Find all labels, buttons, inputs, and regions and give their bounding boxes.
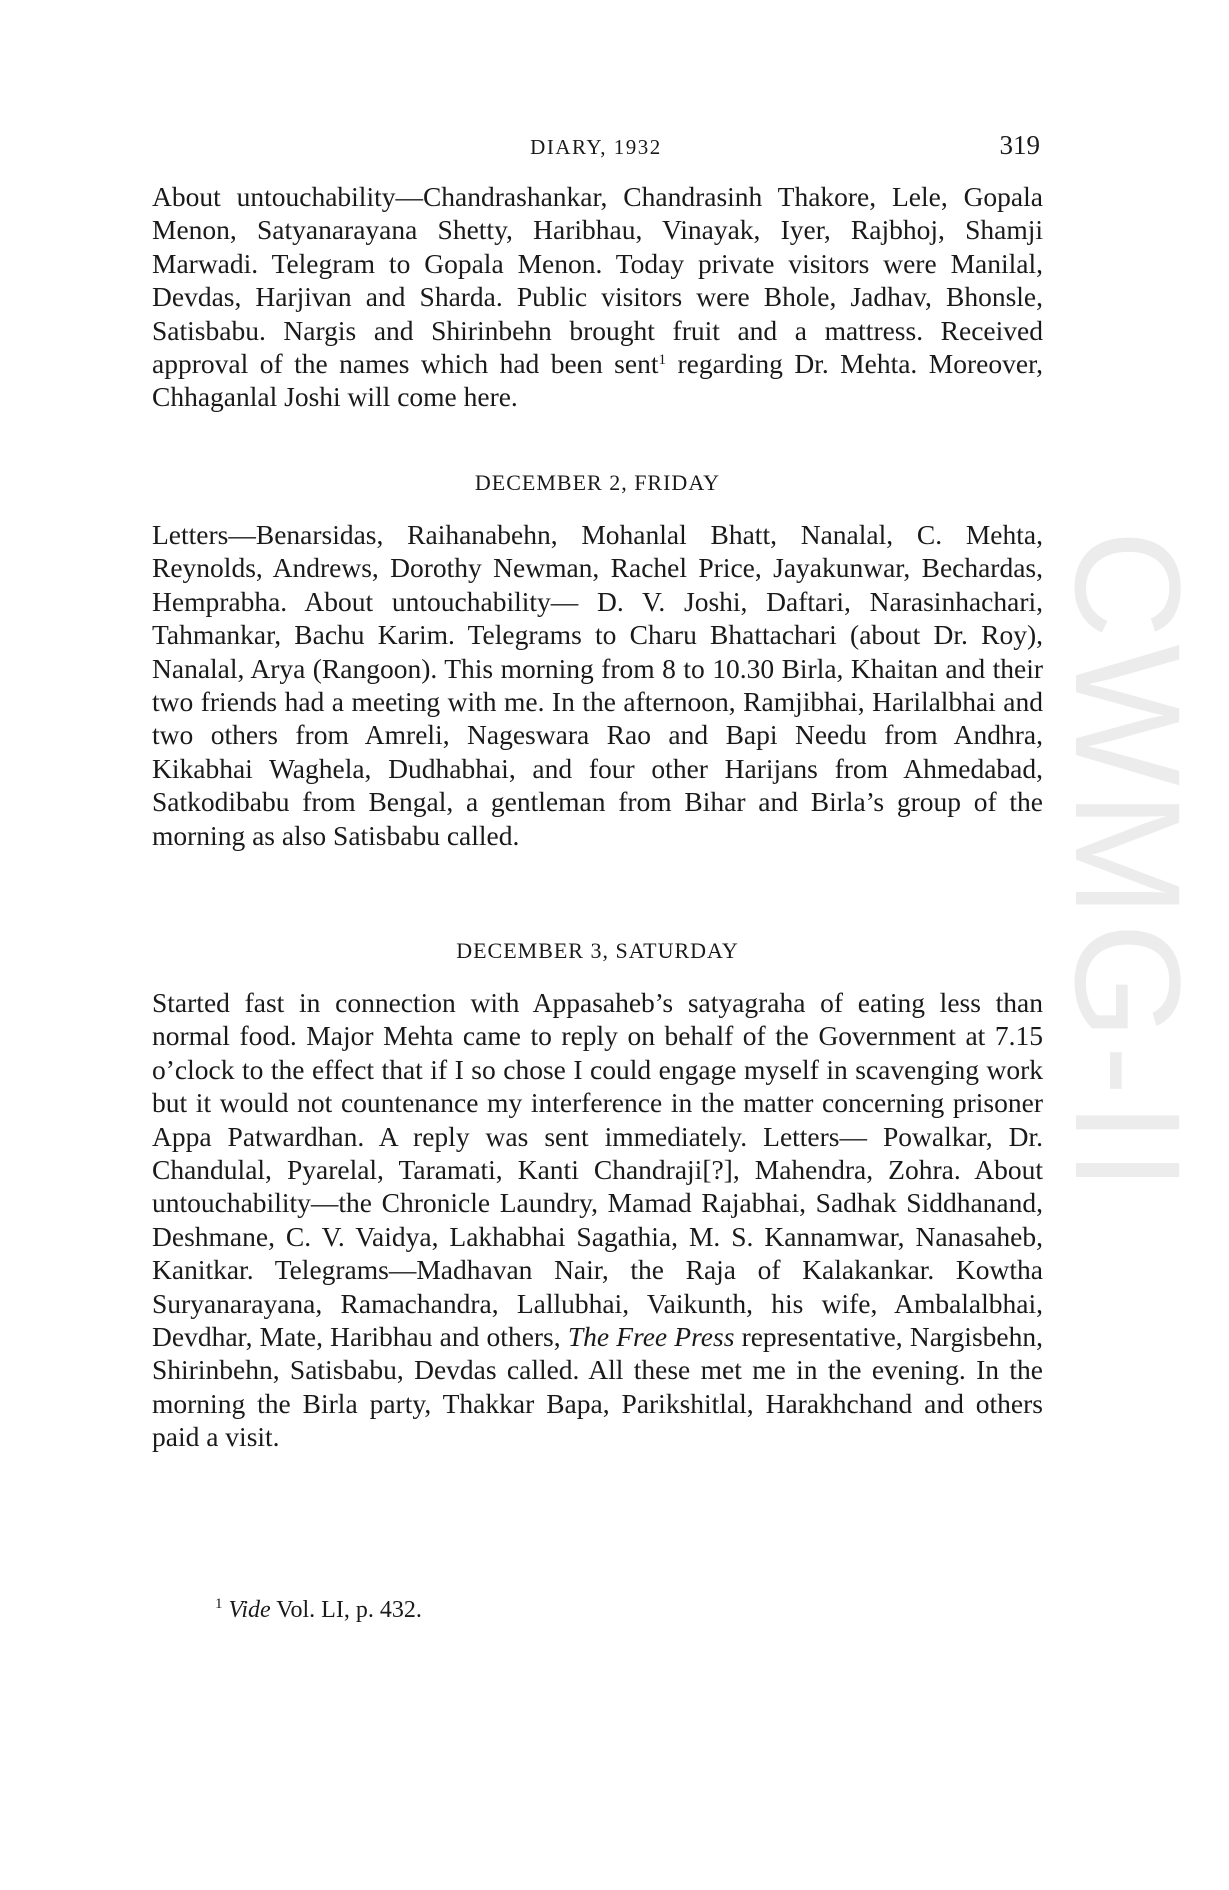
running-head bbox=[152, 130, 1040, 166]
watermark bbox=[1038, 530, 1218, 1360]
section-heading: DECEMBER 2, FRIDAY bbox=[474, 470, 721, 495]
section-heading: DECEMBER 3, SATURDAY bbox=[456, 938, 739, 963]
paragraph-text: representative, Nargisbehn, Shirinbehn, Satisbabu, Devdas called. All these met me in the evening. In the morning the Birla party, Thakkar Bapa, Parikshitlal, Harakhchand and others paid a visit. bbox=[152, 1321, 1043, 1453]
paragraph-text: About untouchability—Chandrashankar, Chandrasinh Thakore, Lele, Gopala Menon, Satyanarayana Shetty, Haribhau, Vinayak, Iyer, Rajbhoj, Shamji Marwadi. Telegram to Gopala Menon. Today private visitors were Manilal, Devdas, Harjivan and Sharda. Public visitors were Bhole, Jadhav, Bhonsle, Satisbabu. Nargis and Shirinbehn brought fruit and a mattress. Received approval of the names which had been sent bbox=[152, 181, 1043, 380]
paragraph bbox=[152, 986, 1043, 1454]
watermark-text: CWMG-II bbox=[1044, 530, 1212, 1197]
diary-entry-december-3 bbox=[152, 986, 1043, 1454]
section-heading-december-2 bbox=[152, 470, 1043, 496]
footnote-marker: 1 bbox=[215, 1596, 223, 1612]
footnote bbox=[215, 1595, 422, 1625]
running-title: DIARY, 1932 bbox=[530, 135, 662, 159]
paragraph: Letters—Benarsidas, Raihanabehn, Mohanlal Bhatt, Nanalal, C. Mehta, Reynolds, Andrews, Dorothy Newman, Rachel Price, Jayakunwar, Bechardas, Hemprabha. About untouchability— D. V. Joshi, Daftari, Narasinhachari, Tahmankar, Bachu Karim. Telegrams to Charu Bhattachari (about Dr. Roy), Nanalal, Arya (Rangoon). This morning from 8 to 10.30 Birla, Khaitan and their two friends had a meeting with me. In the afternoon, Ramjibhai, Harilalbhai and two others from Amreli, Nageswara Rao and Bapi Needu from Andhra, Kikabhai Waghela, Dudhabhai, and four other Harijans from Ahmedabad, Satkodibabu from Bengal, a gentleman from Bihar and Birla’s group of the morning as also Satisbabu called. bbox=[152, 519, 1043, 851]
diary-entry-december-2 bbox=[152, 518, 1043, 852]
paragraph-text: Started fast in connection with Appasaheb’s satyagraha of eating less than normal food. Major Mehta came to reply on behalf of the Government at 7.15 o’clock to the effect that if I so chose I could engage myself in scavenging work but it would not countenance my interference in the matter concerning prisoner Appa Patwardhan. A reply was sent immediately. Letters— Powalkar, Dr. Chandulal, Pyarelal, Taramati, Kanti Chandraji[?], Mahendra, Zohra. About untouchability—the Chronicle Laundry, Mamad Rajabhai, Sadhak Siddhanand, Deshmane, C. V. Vaidya, Lakhabhai Sagathia, M. S. Kannamwar, Nanasaheb, Kanitkar. Telegrams—Madhavan Nair, the Raja of Kalakankar. Kowtha Suryanarayana, Ramachandra, Lallubhai, Vaikunth, his wife, Ambalalbhai, Devdhar, Mate, Haribhau and others, bbox=[152, 987, 1043, 1353]
section-heading-december-3 bbox=[152, 938, 1043, 964]
diary-entry-december-1 bbox=[152, 180, 1043, 414]
newspaper-title: The Free Press bbox=[567, 1321, 735, 1353]
paragraph-text: regarding Dr. Mehta. Moreover, Chhaganlal Joshi will come here. bbox=[152, 348, 1043, 413]
paragraph bbox=[152, 180, 1043, 414]
footnote-reference: 1 bbox=[658, 352, 666, 369]
page-number: 319 bbox=[999, 130, 1040, 160]
footnote-text: Vol. LI, p. 432. bbox=[270, 1597, 422, 1623]
footnote-italic: Vide bbox=[228, 1597, 271, 1623]
